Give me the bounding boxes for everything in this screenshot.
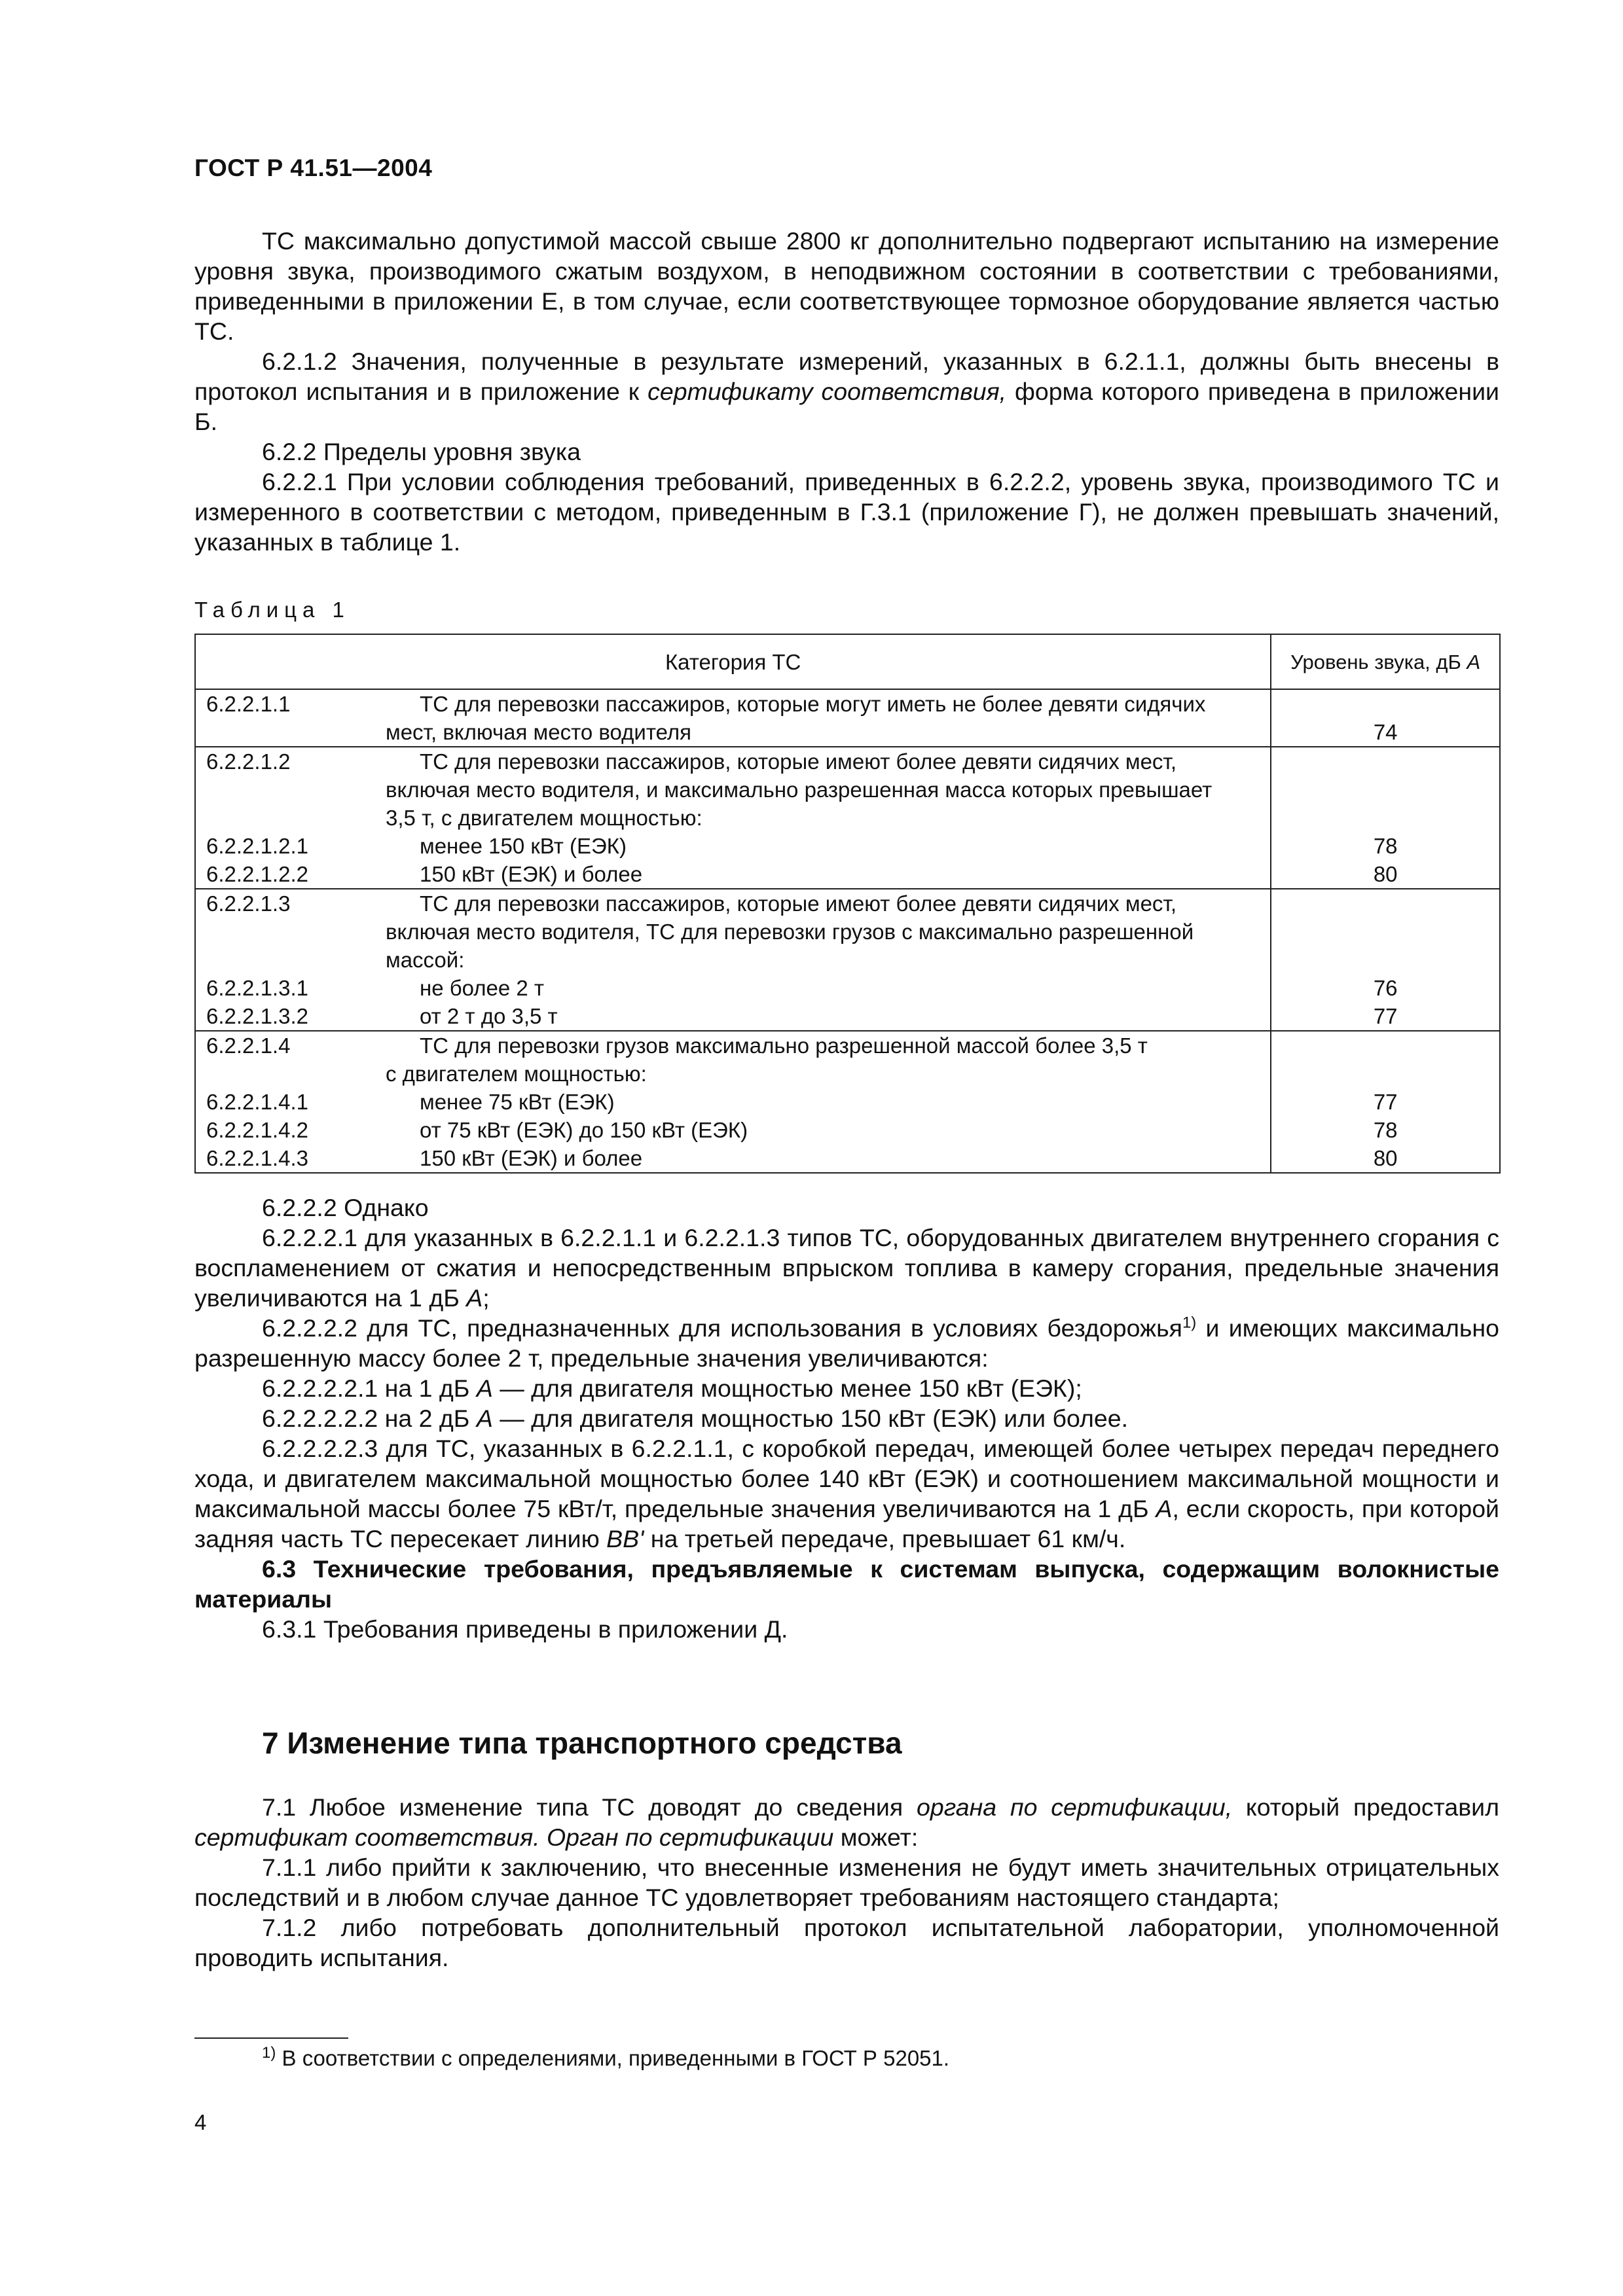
subrow-description: от 75 кВт (ЕЭК) до 150 кВт (ЕЭК) bbox=[420, 1118, 748, 1142]
category-cell bbox=[195, 889, 1271, 1031]
level-value bbox=[1271, 804, 1499, 832]
section7-text bbox=[194, 1792, 1499, 1973]
row-description: ТС для перевозки пассажиров, которые имеют более девяти сидячих мест, bbox=[420, 749, 1177, 774]
level-value: 80 bbox=[1373, 862, 1398, 886]
row-code: 6.2.2.1.3 bbox=[206, 891, 291, 916]
row-code: 6.2.2.1.1 bbox=[206, 692, 291, 716]
column-header-level: Уровень звука, дБ A bbox=[1271, 634, 1500, 689]
level-value: 78 bbox=[1373, 1118, 1398, 1142]
paragraph-6-2-1-2: 6.2.1.2 Значения, полученные в результате измерений, указанных в 6.2.1.1, должны быть внесены в протокол испытания и в приложение к сертификату соответствия, форма которого приведена в приложении Б. bbox=[194, 348, 1499, 435]
subrow-description: 150 кВт (ЕЭК) и более bbox=[420, 1146, 643, 1170]
row-description: ТС для перевозки грузов максимально разрешенной массой более 3,5 т bbox=[420, 1033, 1148, 1058]
row-description-continued: массой: bbox=[386, 948, 465, 972]
paragraph-6-2-2-2-2-2: 6.2.2.2.2.2 на 2 дБ A — для двигателя мощностью 150 кВт (ЕЭК) или более. bbox=[262, 1405, 1129, 1432]
subsection-heading-6-3: 6.3 Технические требования, предъявляемые к системам выпуска, содержащим волокнистые материалы bbox=[194, 1555, 1499, 1613]
paragraph-6-2-2-2: 6.2.2.2 Однако bbox=[262, 1194, 429, 1221]
footnote-ref: 1) bbox=[1182, 1314, 1197, 1332]
table-row bbox=[195, 889, 1500, 1031]
paragraph-6-2-2-2-2: 6.2.2.2.2 для ТС, предназначенных для использования в условиях бездорожья$^{1)}$ и имеющих максимально разрешенную массу более 2 т, предельные значения увеличиваются: bbox=[194, 1314, 1499, 1372]
paragraph-6-2-2-2-2-1: 6.2.2.2.2.1 на 1 дБ A — для двигателя мощностью менее 150 кВт (ЕЭК); bbox=[262, 1374, 1082, 1402]
section-heading-7: 7 Изменение типа транспортного средства bbox=[262, 1726, 902, 1760]
level-value: 77 bbox=[1373, 1090, 1398, 1114]
subrow-description: 150 кВт (ЕЭК) и более bbox=[420, 862, 643, 886]
subrow-code: 6.2.2.1.2.1 bbox=[206, 834, 308, 858]
noise-limits-table bbox=[194, 634, 1501, 1174]
level-value: 78 bbox=[1373, 834, 1398, 858]
row-code: 6.2.2.1.2 bbox=[206, 749, 291, 774]
level-value: 80 bbox=[1373, 1146, 1398, 1170]
level-value bbox=[1271, 776, 1499, 804]
paragraph-6-2-2: 6.2.2 Пределы уровня звука bbox=[262, 438, 581, 465]
paragraph-7-1-1: 7.1.1 либо прийти к заключению, что внесенные изменения не будут иметь значительных отрицательных последствий и в любом случае данное ТС удовлетворяет требованиям настоящего стандарта; bbox=[194, 1854, 1499, 1911]
level-value bbox=[1271, 918, 1499, 946]
level-value: 77 bbox=[1373, 1004, 1398, 1028]
subrow-code: 6.2.2.1.4.3 bbox=[206, 1146, 308, 1170]
level-cell bbox=[1271, 1031, 1500, 1173]
after-table-text bbox=[194, 1193, 1499, 1644]
level-value: 76 bbox=[1373, 976, 1398, 1000]
level-value bbox=[1271, 690, 1499, 718]
row-description-continued: включая место водителя, ТС для перевозки грузов с максимально разрешенной bbox=[386, 920, 1194, 944]
subrow-code: 6.2.2.1.4.2 bbox=[206, 1118, 308, 1142]
paragraph-7-1-2: 7.1.2 либо потребовать дополнительный протокол испытательной лаборатории, уполномоченной проводить испытания. bbox=[194, 1914, 1499, 1971]
level-value bbox=[1271, 1031, 1499, 1060]
page-number: 4 bbox=[194, 2110, 207, 2134]
level-cell bbox=[1271, 689, 1500, 747]
footnote-mark: 1) bbox=[262, 2044, 276, 2062]
paragraph-7-1: 7.1 Любое изменение типа ТС доводят до сведения органа по сертификации, который предоставил сертификат соответствия. Орган по сертификации может: bbox=[194, 1793, 1500, 1851]
paragraph-6-2-2-2-2-3: 6.2.2.2.2.3 для ТС, указанных в 6.2.2.1.1, с коробкой передач, имеющей более четырех передач переднего хода, и двигателем максимальной мощностью более 140 кВт (ЕЭК) и соотношением максимальной мощности и максимальной массы более 75 кВт/т, предельные значения увеличиваются на 1 дБ A, если скорость, при которой задняя часть ТС пересекает линию BB' на третьей передаче, превышает 61 км/ч. bbox=[194, 1435, 1499, 1552]
category-cell bbox=[195, 747, 1271, 889]
footnote-separator bbox=[194, 2037, 348, 2039]
paragraph: ТС максимально допустимой массой свыше 2800 кг дополнительно подвергают испытанию на измерение уровня звука, производимого сжатым воздухом, в неподвижном состоянии в соответствии с требованиями, приведенными в приложении Е, в том случае, если соответствующее тормозное оборудование является частью ТС. bbox=[194, 227, 1499, 345]
row-description: ТС для перевозки пассажиров, которые могут иметь не более девяти сидячих bbox=[420, 692, 1206, 716]
row-description-continued: с двигателем мощностью: bbox=[386, 1062, 647, 1086]
subrow-code: 6.2.2.1.3.2 bbox=[206, 1004, 308, 1028]
subrow-description: менее 75 кВт (ЕЭК) bbox=[420, 1090, 615, 1114]
table-caption: Таблица 1 bbox=[194, 598, 350, 622]
subrow-description: от 2 т до 3,5 т bbox=[420, 1004, 558, 1028]
level-value bbox=[1271, 747, 1499, 776]
subrow-code: 6.2.2.1.2.2 bbox=[206, 862, 308, 886]
level-cell bbox=[1271, 889, 1500, 1031]
paragraph-6-3-1: 6.3.1 Требования приведены в приложении Д. bbox=[262, 1615, 788, 1643]
row-description-continued: 3,5 т, с двигателем мощностью: bbox=[386, 806, 702, 830]
row-description: ТС для перевозки пассажиров, которые имеют более девяти сидячих мест, bbox=[420, 891, 1177, 916]
level-value bbox=[1271, 1060, 1499, 1088]
subrow-code: 6.2.2.1.4.1 bbox=[206, 1090, 308, 1114]
table-row bbox=[195, 1031, 1500, 1173]
level-value bbox=[1271, 889, 1499, 918]
row-description-continued: включая место водителя, и максимально разрешенная масса которых превышает bbox=[386, 778, 1213, 802]
column-header-category: Категория ТС bbox=[195, 634, 1271, 689]
row-code: 6.2.2.1.4 bbox=[206, 1033, 291, 1058]
subrow-description: не более 2 т bbox=[420, 976, 545, 1000]
category-cell bbox=[195, 689, 1271, 747]
category-cell bbox=[195, 1031, 1271, 1173]
table-row bbox=[195, 747, 1500, 889]
paragraph-6-2-2-2-1: 6.2.2.2.1 для указанных в 6.2.2.1.1 и 6.2.2.1.3 типов ТС, оборудованных двигателем внутреннего сгорания с воспламенением от сжатия и непосредственным впрыском топлива в камеру сгорания, предельные значения увеличиваются на 1 дБ A; bbox=[194, 1224, 1499, 1312]
table-row bbox=[195, 689, 1500, 747]
row-description-continued: мест, включая место водителя bbox=[386, 720, 691, 744]
level-value: 74 bbox=[1373, 720, 1398, 744]
footnote: $^{1)}$ В соответствии с определениями, приведенными в ГОСТ Р 52051. bbox=[262, 2044, 950, 2070]
intro-text bbox=[194, 226, 1499, 557]
table-header-row bbox=[195, 634, 1500, 689]
subrow-description: менее 150 кВт (ЕЭК) bbox=[420, 834, 627, 858]
paragraph-6-2-2-1: 6.2.2.1 При условии соблюдения требований, приведенных в 6.2.2.2, уровень звука, производимого ТС и измеренного в соответствии с методом, приведенным в Г.3.1 (приложение Г), не должен превышать значений, указанных в таблице 1. bbox=[194, 468, 1499, 556]
document-header: ГОСТ Р 41.51—2004 bbox=[194, 154, 433, 181]
subrow-code: 6.2.2.1.3.1 bbox=[206, 976, 308, 1000]
level-cell bbox=[1271, 747, 1500, 889]
level-value bbox=[1271, 946, 1499, 974]
